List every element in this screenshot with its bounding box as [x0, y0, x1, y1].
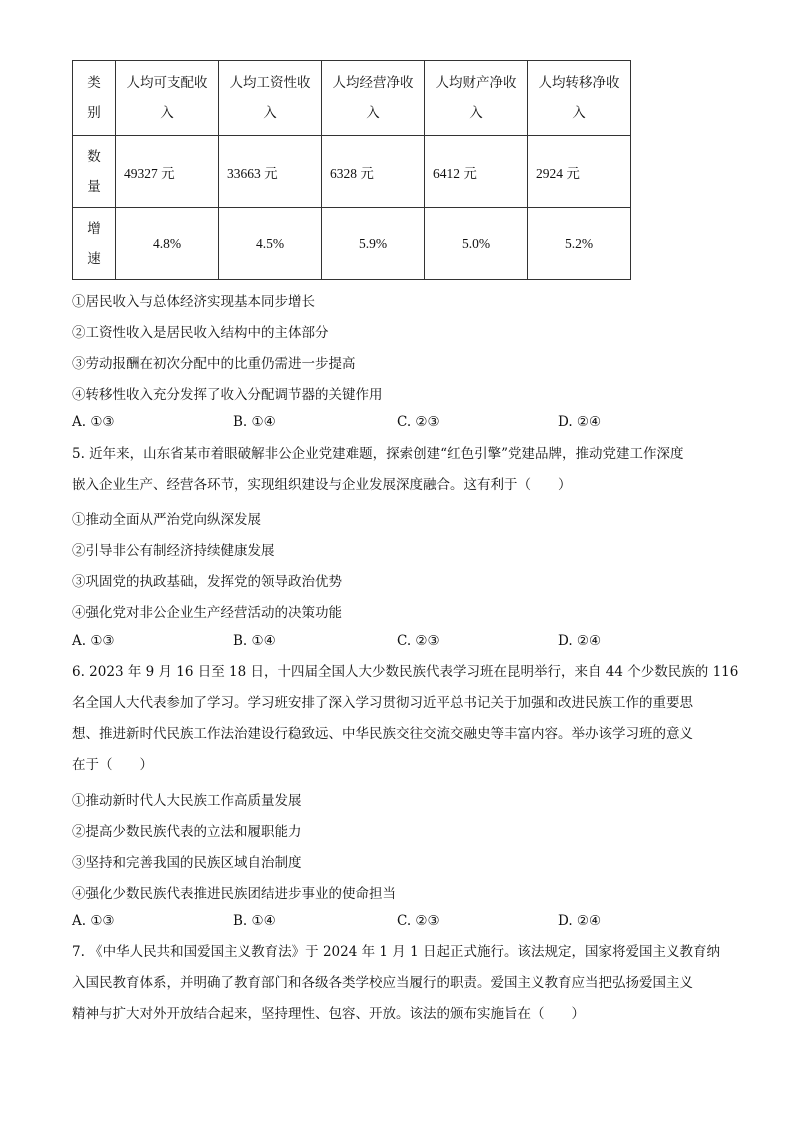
- header-line: 人均财产净收: [435, 75, 517, 91]
- row-label-cell: [73, 208, 116, 280]
- stem-line: 入国民教育体系，并明确了教育部门和各级各类学校应当履行的职责。爱国主义教育应当把弘扬爱国主义: [72, 975, 693, 991]
- table-header-cell: [219, 61, 322, 136]
- option-c[interactable]: C. ②③: [397, 913, 440, 929]
- q6-stem: [72, 657, 739, 781]
- header-line: 类: [87, 75, 101, 91]
- option-d[interactable]: D. ②④: [558, 633, 602, 649]
- row-label-cell: [73, 136, 116, 208]
- income-table: [72, 60, 631, 280]
- table-header-cell: [425, 61, 528, 136]
- header-line: 入: [469, 105, 483, 121]
- table-header-row: [73, 61, 631, 136]
- option-d[interactable]: D. ②④: [558, 913, 602, 929]
- table-header-cell: [322, 61, 425, 136]
- stem-line: 嵌入企业生产、经营各环节，实现组织建设与企业发展深度融合。这有利于（ ）: [72, 477, 572, 493]
- q5-options: [72, 633, 612, 653]
- table-cell: 33663 元: [219, 136, 322, 208]
- q4-statement: ③劳动报酬在初次分配中的比重仍需进一步提高: [72, 356, 356, 372]
- option-c[interactable]: C. ②③: [397, 633, 440, 649]
- option-b[interactable]: B. ①④: [233, 913, 276, 929]
- row-label-line: 量: [87, 178, 101, 195]
- q5-statement: ③巩固党的执政基础，发挥党的领导政治优势: [72, 574, 342, 590]
- stem-line: 名全国人大代表参加了学习。学习班安排了深入学习贯彻习近平总书记关于加强和改进民族工作的重要思: [72, 695, 693, 711]
- q4-options: [72, 414, 612, 434]
- option-a[interactable]: A. ①③: [72, 913, 115, 929]
- q4-statement: ②工资性收入是居民收入结构中的主体部分: [72, 325, 329, 341]
- q6-statement: ④强化少数民族代表推进民族团结进步事业的使命担当: [72, 886, 396, 902]
- header-line: 入: [160, 105, 174, 121]
- row-label-line: 速: [87, 250, 101, 267]
- option-a[interactable]: A. ①③: [72, 414, 115, 430]
- option-a[interactable]: A. ①③: [72, 633, 115, 649]
- stem-line: 在于（ ）: [72, 757, 153, 773]
- option-d[interactable]: D. ②④: [558, 414, 602, 430]
- table-cell: 4.5%: [219, 208, 322, 280]
- table-cell: 6412 元: [425, 136, 528, 208]
- table-header-cell: [116, 61, 219, 136]
- q4-statement: ④转移性收入充分发挥了收入分配调节器的关键作用: [72, 387, 383, 403]
- table-cell: 6328 元: [322, 136, 425, 208]
- stem-line: 5. 近年来，山东省某市着眼破解非公企业党建难题，探索创建“红色引擎”党建品牌，推动党建工作深度: [72, 446, 684, 462]
- header-line: 入: [572, 105, 586, 121]
- table-header-cell: [73, 61, 116, 136]
- table-cell: 5.0%: [425, 208, 528, 280]
- table-cell: 5.2%: [528, 208, 631, 280]
- q6-statement: ③坚持和完善我国的民族区域自治制度: [72, 855, 302, 871]
- row-label-line: 数: [87, 148, 101, 165]
- option-c[interactable]: C. ②③: [397, 414, 440, 430]
- q5-statement: ④强化党对非公企业生产经营活动的决策功能: [72, 605, 342, 621]
- table-cell: 2924 元: [528, 136, 631, 208]
- q4-statement: ①居民收入与总体经济实现基本同步增长: [72, 294, 315, 310]
- row-label-line: 增: [87, 220, 101, 237]
- table-cell: 4.8%: [116, 208, 219, 280]
- q5-statement: ②引导非公有制经济持续健康发展: [72, 543, 275, 559]
- table-cell: 49327 元: [116, 136, 219, 208]
- option-b[interactable]: B. ①④: [233, 633, 276, 649]
- q7-stem: [72, 937, 724, 1030]
- header-line: 人均工资性收: [229, 75, 311, 91]
- q6-options: [72, 913, 612, 933]
- header-line: 别: [87, 105, 101, 121]
- stem-line: 7. 《中华人民共和国爱国主义教育法》于 2024 年 1 月 1 日起正式施行。该法规定，国家将爱国主义教育纳: [72, 944, 720, 960]
- header-line: 人均转移净收: [538, 75, 620, 91]
- table-cell: 5.9%: [322, 208, 425, 280]
- q5-stem: [72, 439, 724, 501]
- q5-statement: ①推动全面从严治党向纵深发展: [72, 512, 261, 528]
- header-line: 入: [263, 105, 277, 121]
- q6-statement: ②提高少数民族代表的立法和履职能力: [72, 824, 302, 840]
- header-line: 入: [366, 105, 380, 121]
- stem-line: 想、推进新时代民族工作法治建设行稳致远、中华民族交往交流交融史等丰富内容。举办该学习班的意义: [72, 726, 693, 742]
- option-b[interactable]: B. ①④: [233, 414, 276, 430]
- table-header-cell: [528, 61, 631, 136]
- header-line: 人均可支配收: [126, 75, 208, 91]
- table-row-amount: [73, 136, 631, 208]
- header-line: 人均经营净收: [332, 75, 414, 91]
- stem-line: 6. 2023 年 9 月 16 日至 18 日，十四届全国人大少数民族代表学习班在昆明举行，来自 44 个少数民族的 116: [72, 664, 739, 680]
- stem-line: 精神与扩大对外开放结合起来，坚持理性、包容、开放。该法的颁布实施旨在（ ）: [72, 1006, 585, 1022]
- table-row-growth: [73, 208, 631, 280]
- q6-statement: ①推动新时代人大民族工作高质量发展: [72, 793, 302, 809]
